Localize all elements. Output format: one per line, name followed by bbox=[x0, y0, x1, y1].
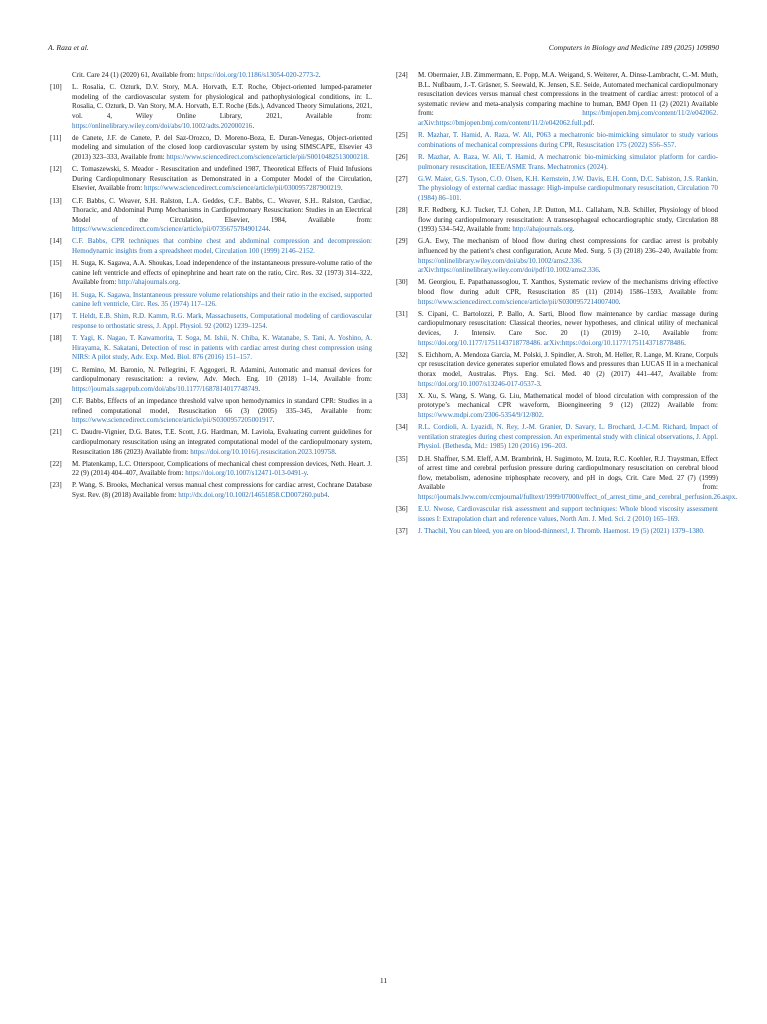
reference-text: R. Mazhar, A. Raza, W. Ali, T. Hamid, A mechatronic bio-mimicking simulator platform for cardio-pulmonary resuscitation, IEEE/ASME Trans. Mechatronics (2024). bbox=[418, 152, 718, 171]
reference-number: [20] bbox=[50, 396, 62, 405]
reference-entry bbox=[396, 71, 718, 129]
reference-link[interactable]: http://ahajournals.org bbox=[118, 278, 179, 287]
reference-text: de Canete, J.F. de Canete, P. del Saz-Orozco, D. Moreno-Boza, E. Duran-Venegas, Object-oriented modeling and simulation of the closed loop cardiovascular system by using SIMSCAPE, Elsevier 43 (2013) 323–333, Available from: bbox=[72, 133, 372, 161]
reference-number: [10] bbox=[50, 83, 62, 92]
reference-entry bbox=[396, 392, 718, 421]
reference-entry bbox=[50, 165, 372, 194]
header-authors: A. Raza et al. bbox=[48, 43, 89, 52]
reference-link[interactable]: https://www.mdpi.com/2306-5354/9/12/802 bbox=[418, 410, 543, 419]
reference-text: P. Wang, S. Brooks, Mechanical versus manual chest compressions for cardiac arrest, Cochrane Database Syst. Rev. (8) (2018) Available from: bbox=[72, 481, 372, 500]
reference-number: [14] bbox=[50, 237, 62, 246]
reference-text: T. Yagi, K. Nagao, T. Kawamorita, T. Soga, M. Ishii, N. Chiba, K. Watanabe, S. Tani, A. Yoshino, A. Hirayama, K. Sakatani, Detection of rosc in patients with cardiac arrest during chest compression using NIRS: A pilot study, Adv. Exp. Med. Biol. 876 (2016) 151–157. bbox=[72, 334, 372, 362]
reference-end-punct: . bbox=[735, 492, 737, 501]
reference-text: G.A. Ewy, The mechanism of blood flow during chest compressions for cardiac arrest is probably influenced by the patient’s chest configuration, Acute Med. Surg. 5 (3) (2018) 236–240, Available from: bbox=[418, 237, 718, 256]
reference-number: [26] bbox=[396, 152, 408, 161]
reference-text: M. Obermaier, J.B. Zimmermann, E. Popp, M.A. Weigand, S. Weiterer, A. Dinse-Lambracht, C.-M. Muth, B.L. Nußbaum, J.-T. Gräsner, S. Seewald, K. Jensen, S.E. Seide, Automated mechanical cardiopulmonary resuscitation devices versus manual chest compressions in the treatment of cardiac arrest: protocol of a systematic review and meta-analysis comparing machine to human, BMJ Open 11 (2) (2021) Available from: bbox=[418, 71, 718, 118]
reference-entry bbox=[396, 527, 718, 537]
reference-entry bbox=[50, 83, 372, 131]
reference-end-punct: . bbox=[252, 121, 255, 130]
reference-number: [13] bbox=[50, 196, 62, 205]
reference-text: C.F. Babbs, Effects of an impedance threshold valve upon hemodynamics in standard CPR: Studies in a refined computational model, Resuscitation 66 (3) (2005) 335–345, Available from: bbox=[72, 396, 372, 415]
reference-number: [31] bbox=[396, 309, 408, 318]
reference-text: C. Tomaszewski, S. Meador - Resuscitation and undefined 1987, Theoretical Effects of Fluid Infusions During Cardiopulmonary Resuscitation as Demonstrated in a Computer Model of the Circulation, Elsevier, Available from: bbox=[72, 165, 372, 193]
reference-entry bbox=[50, 334, 372, 363]
reference-number: [16] bbox=[50, 290, 62, 299]
reference-entry bbox=[396, 351, 718, 389]
reference-number: [15] bbox=[50, 259, 62, 268]
reference-text: R.L. Cordioli, A. Lyazidi, N. Rey, J.-M. Granier, D. Savary, L. Brochard, J.-C.M. Richard, Impact of ventilation strategies during chest compression. An experimental study with clinical observations, J. Appl. Physiol. (Bethesda, Md.: 1985) 120 (2016) 196–203. bbox=[418, 423, 718, 451]
reference-text: C. Remino, M. Baronio, N. Pellegrini, F. Aggogeri, R. Adamini, Automatic and manual devices for cardiopulmonary resuscitation: a review, Adv. Mech. Eng. 10 (2018) 1–14, Available from: bbox=[72, 365, 372, 384]
reference-text: C. Daudre-Vignier, D.G. Bates, T.E. Scott, J.G. Hardman, M. Laviola, Evaluating current guidelines for cardiopulmonary resuscitation using an integrated computational model of the cardiopulmonary system, Resuscitation 186 (2023) Available from: bbox=[72, 428, 372, 456]
reference-number: [35] bbox=[396, 454, 408, 463]
reference-end-punct: . bbox=[684, 338, 686, 347]
reference-number: [23] bbox=[50, 481, 62, 490]
reference-entry bbox=[396, 206, 718, 235]
reference-text: X. Xu, S. Wang, S. Wang, G. Liu, Mathematical model of blood circulation with compression of the prototype’s mechanical CPR waveform, Bioengineering 9 (12) (2022) Available from: bbox=[418, 391, 718, 410]
reference-text: C.F. Babbs, CPR techniques that combine chest and abdominal compression and decompression: Hemodynamic insights from a spreadsheet model, Circulation 100 (1999) 2146–2152. bbox=[72, 237, 372, 256]
reference-link[interactable]: http://dx.doi.org/10.1002/14651858.CD007260.pub4 bbox=[178, 491, 328, 500]
reference-end-punct: . bbox=[572, 225, 575, 234]
reference-entry bbox=[396, 423, 718, 452]
reference-text: L. Rosalia, C. Ozturk, D.V. Story, M.A. Horvath, E.T. Roche, Object-oriented lumped-parameter modeling of the cardiovascular system for physiological and pathophysiological conditions, in: L. Rosalia, C. Ozturk, D. Van Story, M.A. Horvath, E.T. Roche (Eds.), Advanced Theory Simulations, 2021, vol. 4, Wiley Online Library, 2021, Available from: bbox=[72, 83, 372, 120]
reference-entry bbox=[50, 237, 372, 256]
reference-text: T. Heldt, E.B. Shim, R.D. Kamm, R.G. Mark, Massachusetts, Computational modeling of cardiovascular response to orthostatic stress, J. Appl. Physiol. 92 (2002) 1239–1254. bbox=[72, 312, 372, 330]
reference-text: R.F. Redberg, K.J. Tucker, T.J. Cohen, J.P. Dutton, M.L. Callaham, N.B. Schiller, Physiology of blood flow during cardiopulmonary resuscitation: A transesophageal echocardiographic study, Circulation 88 (1993) 534–542, Available from: bbox=[418, 206, 718, 234]
reference-end-punct: . bbox=[318, 71, 321, 79]
reference-entry bbox=[50, 428, 372, 457]
page-number: 11 bbox=[379, 976, 388, 985]
reference-link[interactable]: https://doi.org/10.1007/s12471-013-0491-y bbox=[185, 469, 307, 478]
running-header bbox=[48, 43, 719, 55]
reference-number: [27] bbox=[396, 174, 408, 183]
reference-entry bbox=[50, 312, 372, 331]
reference-entry bbox=[396, 237, 718, 275]
reference-entry bbox=[50, 366, 372, 395]
reference-number: [34] bbox=[396, 423, 408, 432]
reference-number: [19] bbox=[50, 365, 62, 374]
reference-link[interactable]: https://journals.sagepub.com/doi/abs/10.1177/1687814017748749 bbox=[72, 384, 259, 393]
reference-entry bbox=[396, 454, 737, 503]
reference-entry bbox=[396, 310, 718, 348]
reference-text: M. Platenkamp, L.C. Otterspoor, Complications of mechanical chest compression devices, Neth. Heart. J. 22 (9) (2014) 404–407, Available from: bbox=[72, 459, 372, 478]
reference-link[interactable]: https://bmjopen.bmj.com/content/11/2/e042062. arXiv:https://bmjopen.bmj.com/content/11/2/e042062.full.pdf bbox=[418, 109, 718, 127]
reference-end-punct: . bbox=[334, 447, 337, 456]
reference-end-punct: . bbox=[542, 410, 544, 419]
reference-number: [29] bbox=[396, 237, 408, 246]
reference-text: C.F. Babbs, C. Weaver, S.H. Ralston, L.A. Geddes, C.F.. Babbs, C.. Weaver, S.H.. Ralston, Cardiac, Thoracic, and Abdominal Pump Mechanisms in Cardiopulmonary Resuscitation: Studies in an Electrical Model of the Circulation, Elsevier, 1984, Available from: bbox=[72, 196, 372, 224]
reference-entry bbox=[396, 175, 718, 204]
reference-link[interactable]: https://www.sciencedirect.com/science/article/pii/0735675784901244 bbox=[72, 225, 269, 234]
reference-text: R. Mazhar, T. Hamid, A. Raza, W. Ali, P063 a mechatronic bio-mimicking simulator to study various combinations of mechanical compressions during CPR, Resuscitation 175 (2022) S56–S57. bbox=[418, 131, 718, 149]
reference-link[interactable]: https://www.sciencedirect.com/science/article/pii/S0300957214007400 bbox=[418, 297, 619, 306]
reference-entry bbox=[50, 259, 372, 288]
reference-end-punct: . bbox=[340, 184, 343, 193]
references-right-column bbox=[396, 71, 737, 539]
reference-end-punct: . bbox=[258, 384, 261, 393]
reference-entry bbox=[50, 134, 372, 163]
reference-entry bbox=[50, 460, 372, 479]
reference-link[interactable]: https://www.sciencedirect.com/science/article/pii/S0300957205001917 bbox=[72, 416, 273, 425]
reference-link[interactable]: http://ahajournals.org bbox=[512, 225, 573, 234]
reference-end-punct: . bbox=[272, 416, 275, 425]
reference-entry bbox=[50, 481, 372, 500]
reference-link[interactable]: https://doi.org/10.1016/j.resuscitation.2023.109758 bbox=[190, 447, 335, 456]
reference-number: [28] bbox=[396, 206, 408, 215]
reference-text: H. Suga, K. Sagawa, A.A. Shoukas, Load independence of the instantaneous pressure-volume ratio of the canine left ventricle and effects of epinephrine and heart rate on the ratio, Circ. Res. 32 (1973) 314–322, Available from: bbox=[72, 259, 372, 287]
reference-text: H. Suga, K. Sagawa, Instantaneous pressure volume relationships and their ratio in the excised, supported canine left ventricle, Circ. Res. 35 (1974) 117–126. bbox=[72, 290, 372, 309]
reference-entry bbox=[50, 291, 372, 310]
reference-end-punct: . bbox=[178, 278, 181, 287]
reference-number: [37] bbox=[396, 526, 408, 535]
reference-number: [18] bbox=[50, 334, 62, 343]
reference-number: [36] bbox=[396, 505, 408, 514]
reference-link[interactable]: https://journals.lww.com/ccmjournal/fulltext/1999/07000/effect_of_arrest_time_and_cerebral_perfusion.26.aspx bbox=[418, 492, 736, 501]
reference-entry bbox=[396, 505, 718, 524]
reference-end-punct: . bbox=[618, 297, 621, 306]
reference-text: M. Georgiou, E. Papathanassoglou, T. Xanthos, Systematic review of the mechanisms driving effective blood flow during adult CPR, Resuscitation 85 (11) (2014) 1586–1593, Available from: bbox=[418, 278, 718, 297]
reference-entry bbox=[50, 397, 372, 426]
reference-text: D.H. Shaffner, S.M. Eleff, A.M. Brambrink, H. Sugimoto, M. Izuta, R.C. Koehler, R.J. Traystman, Effect of arrest time and cerebral perfusion pressure during cardiopulmonary resuscitation on cerebral blood flow, metabolism, adenosine triphosphate recovery, and pH in dogs, Crit. Care Med. 27 (7) (1999) Available from: bbox=[418, 454, 718, 492]
reference-number: [25] bbox=[396, 131, 408, 140]
reference-end-punct: . bbox=[367, 152, 369, 161]
reference-number: [21] bbox=[50, 428, 62, 437]
reference-text: J. Thachil, You can bleed, you are on blood-thinners!, J. Thromb. Haemost. 19 (5) (2021) 1379–1380. bbox=[418, 526, 705, 535]
reference-entry bbox=[396, 131, 718, 150]
reference-end-punct: . bbox=[327, 491, 330, 500]
reference-end-punct: . bbox=[598, 266, 601, 275]
reference-end-punct: . bbox=[268, 225, 271, 234]
reference-link[interactable]: https://onlinelibrary.wiley.com/doi/abs/10.1002/adts.202000216 bbox=[72, 121, 253, 130]
reference-entry bbox=[50, 197, 372, 235]
reference-link[interactable]: https://www.sciencedirect.com/science/article/pii/S0010482513000218 bbox=[166, 152, 368, 161]
reference-text: S. Cipani, C. Bartolozzi, P. Ballo, A. Sarti, Blood flow maintenance by cardiac massage during cardiopulmonary resuscitation: Classical theories, newer hypotheses, and clinical utility of mechanical devices, J. Intensiv. Care Soc. 20 (1) (2019) 2–10, Available from: bbox=[418, 309, 718, 337]
reference-text: S. Eichhorn, A. Mendoza Garcia, M. Polski, J. Spindler, A. Stroh, M. Heller, R. Lange, M. Krane, Corpuls cpr resuscitation device generates superior emulated flows and pressures than LUCAS II in a mechanical thorax model, Australas. Phys. Eng. Sci. Med. 40 (2) (2017) 441–447, Available from: bbox=[418, 350, 718, 378]
reference-number: [30] bbox=[396, 278, 408, 287]
reference-link[interactable]: https://doi.org/10.1186/s13054-020-2773-2 bbox=[197, 71, 319, 79]
reference-number: [11] bbox=[50, 133, 62, 142]
reference-end-punct: . bbox=[540, 379, 542, 388]
reference-text: E.U. Nwose, Cardiovascular risk assessment and support techniques: Whole blood viscosity assessment issues I: Extrapolation chart and reference values, North Am. J. Med. Sci. 2 (2010) 165–169. bbox=[418, 505, 718, 523]
reference-number: [24] bbox=[396, 71, 408, 79]
reference-text: Crit. Care 24 (1) (2020) 61, Available from: bbox=[72, 71, 198, 79]
references-left-column bbox=[50, 71, 372, 503]
header-journal: Computers in Biology and Medicine 189 (2025) 109890 bbox=[548, 43, 719, 52]
reference-entry bbox=[396, 278, 718, 307]
reference-entry bbox=[50, 71, 372, 81]
reference-link[interactable]: https://onlinelibrary.wiley.com/doi/abs/10.1002/ams2.336. arXiv:https://onlinelibrary.wiley.com/doi/pdf/10.1002/ams2.336 bbox=[418, 256, 599, 275]
reference-link[interactable]: https://doi.org/10.1177/1751143718778486. arXiv:https://doi.org/10.1177/1751143718778486 bbox=[418, 338, 685, 347]
reference-number: [33] bbox=[396, 391, 408, 400]
reference-entry bbox=[396, 153, 718, 172]
reference-number: [12] bbox=[50, 165, 62, 174]
reference-number: [22] bbox=[50, 459, 62, 468]
reference-end-punct: . bbox=[592, 118, 595, 127]
reference-text: G.W. Maier, G.S. Tyson, C.O. Olsen, K.H. Kernstein, J.W. Davis, E.H. Conn, D.C. Sabiston, J.S. Rankin, The physiology of external cardiac massage: High-impulse cardiopulmonary resuscitation, Circulation 70 (1984) 86–101. bbox=[418, 174, 718, 202]
reference-number: [32] bbox=[396, 350, 408, 359]
reference-link[interactable]: https://doi.org/10.1007/s13246-017-0537-3 bbox=[418, 379, 541, 388]
reference-link[interactable]: https://www.sciencedirect.com/science/article/pii/0300957287900219 bbox=[144, 184, 341, 193]
reference-end-punct: . bbox=[306, 469, 309, 478]
reference-number: [17] bbox=[50, 312, 62, 321]
